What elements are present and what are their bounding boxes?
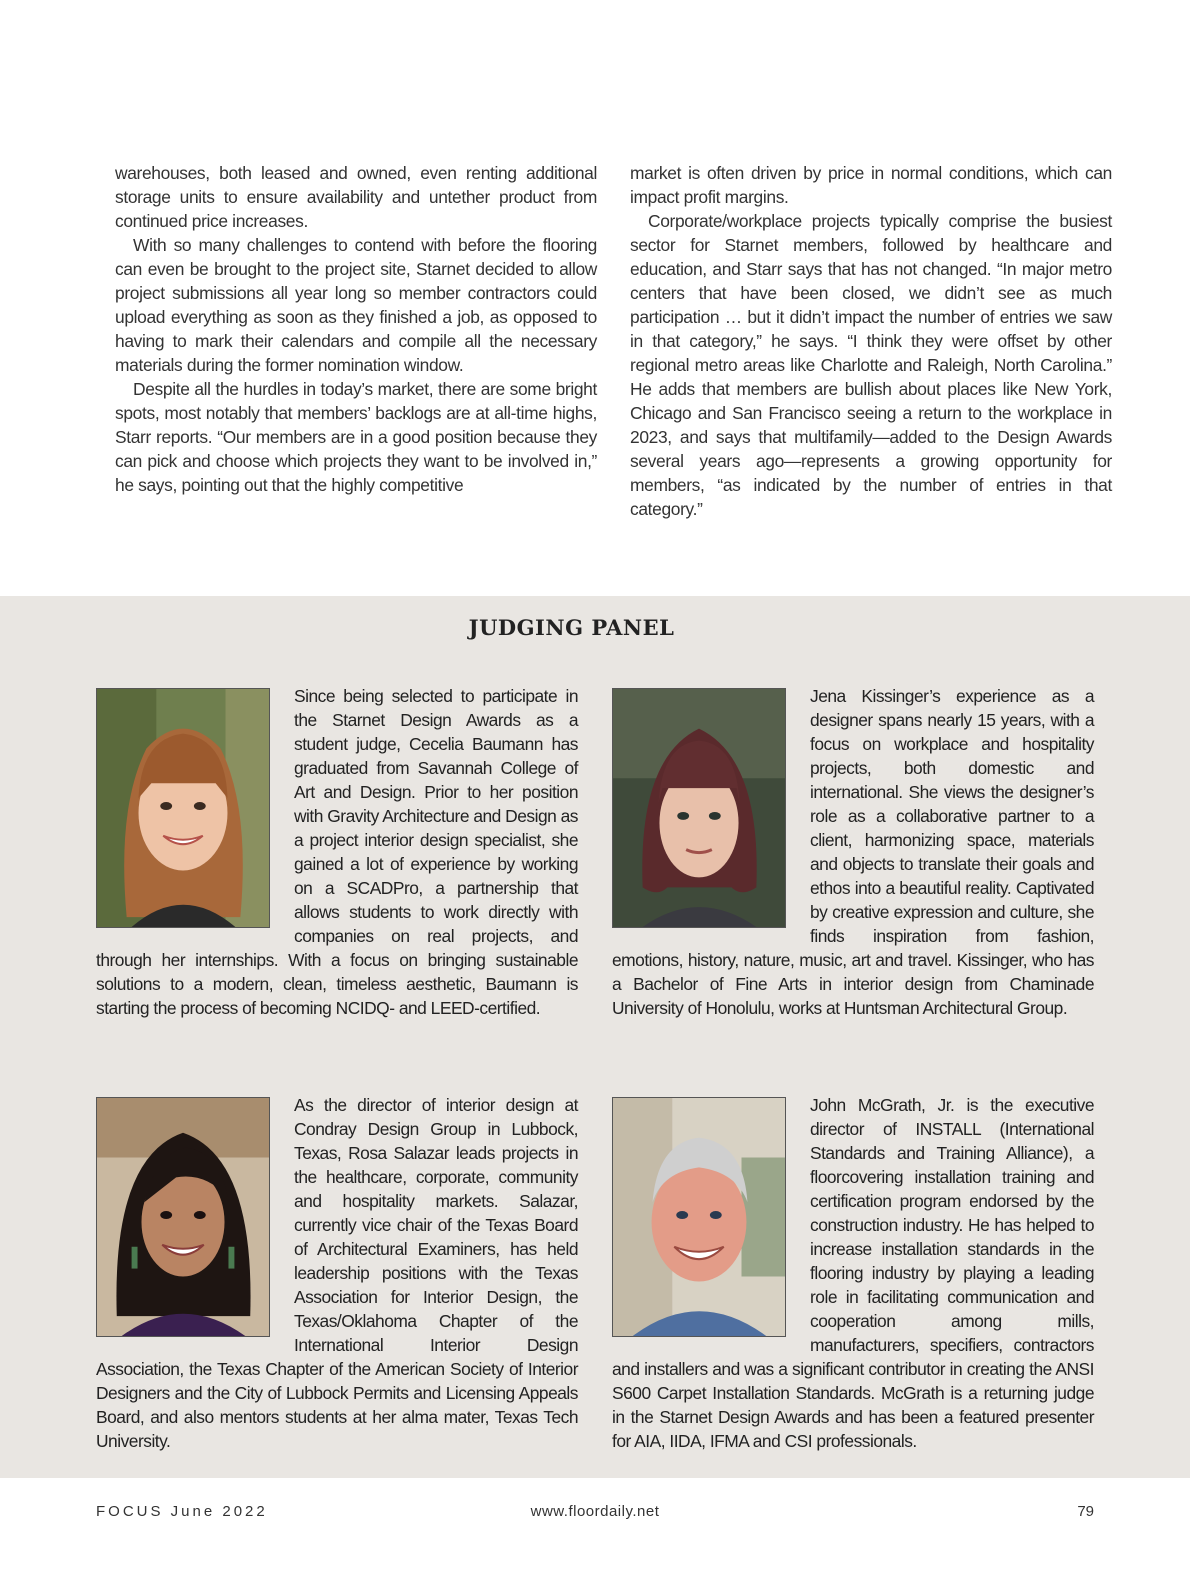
portrait-photo-icon <box>612 688 786 928</box>
article-body <box>115 161 1112 521</box>
article-column-right <box>630 161 1112 521</box>
bio-text: Jena Kissinger’s experience as a designer spans nearly 15 years, with a focus on workplace and hospitality projects, both domestic and international. She views the designer’s role as a collaborative partner to a client, harmonizing space, materials and objects to translate their goals and ethos into a beautiful reality. Captivated by creative expression and culture, she finds inspiration from fashion, emotions, history, nature, music, art and travel. Kissinger, who has a Bachelor of Fine Arts in interior design from Chaminade University of Honolulu, works at Huntsman Architectural Group. <box>612 686 1094 1018</box>
paragraph: With so many challenges to contend with before the flooring can even be brought to the project site, Starnet decided to allow project submissions all year long so member contractors could upload everything as soon as they finished a job, as opposed to having to mark their calendars and compile all the necessary materials during the former nomination window. <box>115 235 597 375</box>
paragraph: market is often driven by price in normal conditions, which can impact profit margins. <box>630 163 1112 207</box>
paragraph: Corporate/workplace projects typically comprise the busiest sector for Starnet members, followed by healthcare and education, and Starr says that has not changed. “In major metro centers that have been closed, we didn’t see as much participation … but it didn’t impact the number of entries we saw in that category,” he says. “I think they were offset by other regional metro areas like Charlotte and Raleigh, North Carolina.” He adds that members are bullish about places like New York, Chicago and San Francisco seeing a return to the workplace in 2023, and says that multifamily—added to the Design Awards several years ago—represents a growing opportunity for members, “as indicated by the number of entries in that category.” <box>630 211 1112 519</box>
paragraph: warehouses, both leased and owned, even renting additional storage units to ensure availability and untether product from continued price increases. <box>115 163 597 231</box>
bio-text: John McGrath, Jr. is the executive director of INSTALL (International Standards and Training Alliance), a floorcovering installation training and certification program endorsed by the construction industry. He has helped to increase installation standards in the flooring industry by playing a leading role in facilitating communication and cooperation among mills, manufacturers, specifiers, contractors and installers and was a significant contributor in creating the ANSI S600 Carpet Installation Standards. McGrath is a returning judge in the Starnet Design Awards and has been a featured presenter for AIA, IIDA, IFMA and CSI professionals. <box>612 1095 1094 1451</box>
judge-bio-kissinger <box>612 684 1094 1020</box>
bio-text: As the director of interior design at Condray Design Group in Lubbock, Texas, Rosa Salazar leads projects in the healthcare, corporate, community and hospitality markets. Salazar, currently vice chair of the Texas Board of Architectural Examiners, has held leadership positions with the Texas Association for Interior Design, the Texas/Oklahoma Chapter of the International Interior Design Association, the Texas Chapter of the American Society of Interior Designers and the City of Lubbock Permits and Licensing Appeals Board, and also mentors students at her alma mater, Texas Tech University. <box>96 1095 578 1451</box>
paragraph: Despite all the hurdles in today’s market, there are some bright spots, most notably that members’ backlogs are at all-time highs, Starr reports. “Our members are in a good position because they can pick and choose which projects they want to be involved in,” he says, pointing out that the highly competitive <box>115 379 597 495</box>
footer-publication: FOCUS June 2022 <box>96 1503 268 1520</box>
portrait-photo-icon <box>612 1097 786 1337</box>
portrait-photo-icon <box>96 688 270 928</box>
judge-bio-baumann <box>96 684 578 1020</box>
page-number: 79 <box>1077 1503 1094 1520</box>
footer-website: www.floordaily.net <box>530 1503 660 1520</box>
page-footer <box>96 1503 1094 1523</box>
judge-bio-salazar <box>96 1093 578 1453</box>
judge-bio-mcgrath <box>612 1093 1094 1453</box>
portrait-photo-icon <box>96 1097 270 1337</box>
article-column-left <box>115 161 597 521</box>
bio-text: Since being selected to participate in the Starnet Design Awards as a student judge, Cecelia Baumann has graduated from Savannah College of Art and Design. Prior to her position with Gravity Architecture and Design as a project interior design specialist, she gained a lot of experience by working on a SCADPro, a partnership that allows students to work directly with companies on real projects, and through her internships. With a focus on bringing sustainable solutions to a modern, clean, timeless aesthetic, Baumann is starting the process of becoming NCIDQ- and LEED-certified. <box>96 686 579 1018</box>
panel-title: JUDGING PANEL <box>468 615 675 640</box>
